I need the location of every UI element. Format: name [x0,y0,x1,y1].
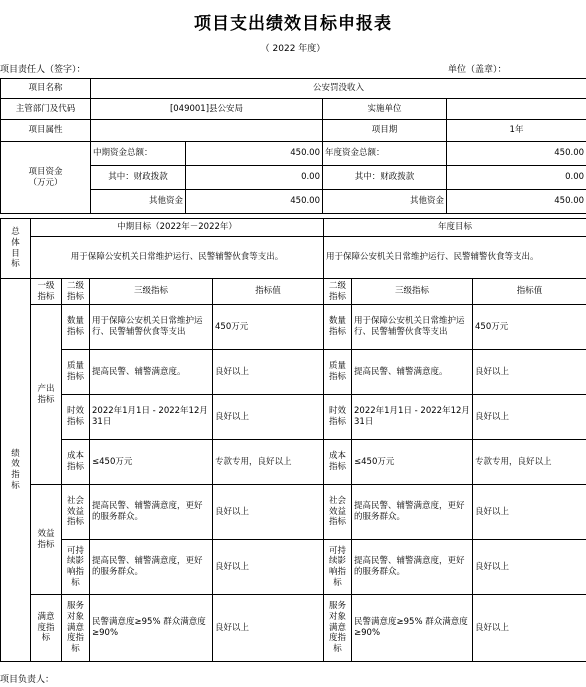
h-level1-text: 一级 指标 [37,280,55,302]
value-cell: 良好以上 [213,595,324,662]
l2-year-text: 数量 指标 [329,316,347,337]
satisfaction-label-text: 满意 度指 标 [37,612,55,644]
value-cell-year: 良好以上 [473,540,586,595]
l2-cell [62,485,90,540]
year-total-value: 450.00 [447,142,586,166]
year-other-label: 其他资金 [323,190,447,214]
l3-cell-year: 民警满意度≥95% 群众满意度≥90% [352,595,473,662]
output-label [31,305,62,485]
attr-label: 项目属性 [1,120,91,142]
l2-text: 服务 对象 满意 度指 标 [66,601,84,654]
l3-cell-year: ≤450万元 [352,440,473,485]
project-info-table [0,78,586,214]
l2-year-text: 服务 对象 满意 度指 标 [329,601,347,654]
h-level2-year-text: 二级 指标 [329,280,347,302]
h-level2-year [324,279,352,305]
l3-cell-year: 2022年1月1日 - 2022年12月31日 [352,395,473,440]
year-total-label: 年度资金总额： [323,142,447,166]
value-cell-year: 450万元 [473,305,586,350]
attr-value [91,120,323,142]
l2-cell [62,350,90,395]
mid-total-label: 中期资金总额： [91,142,186,166]
value-cell: 良好以上 [213,485,324,540]
l2-cell [62,305,90,350]
l2-cell-year [324,485,352,540]
satisfaction-label [31,595,62,662]
value-cell: 良好以上 [213,395,324,440]
goal-year-header: 年度目标 [324,219,586,237]
l2-cell-year [324,440,352,485]
project-name-value: 公安罚没收入 [91,79,586,99]
period-label: 项目期 [323,120,447,142]
l2-text: 时效 指标 [66,406,84,427]
l2-text: 成本 指标 [66,451,84,472]
l2-cell-year [324,305,352,350]
funds-label [1,142,91,214]
goal-year-text: 用于保障公安机关日常维护运行、民警辅警伙食等支出。 [324,237,586,279]
responsible-label: 项目责任人（签字）： [0,65,86,75]
value-cell-year: 良好以上 [473,595,586,662]
dept-label: 主管部门及代码 [1,99,91,120]
perf-label-text: 绩 效 指 标 [11,448,20,491]
l3-cell-year: 用于保障公安机关日常维护运行、民警辅警伙食等支出 [352,305,473,350]
h-level2-text: 二级 指标 [66,280,84,302]
l2-text: 数量 指标 [66,316,84,337]
l2-cell-year [324,350,352,395]
l2-cell [62,395,90,440]
benefit-label-text: 效益 指标 [37,528,55,550]
table-row [1,595,586,662]
h-level3: 三级指标 [90,279,213,305]
mid-other-label: 其他资金 [91,190,186,214]
table-row [1,350,586,395]
l3-cell: 2022年1月1日 - 2022年12月31日 [90,395,213,440]
goal-mid-text: 用于保障公安机关日常维护运行、民警辅警伙食等支出。 [31,237,324,279]
l3-cell-year: 提高民警、辅警满意度，更好的服务群众。 [352,540,473,595]
perf-label [1,279,31,662]
table-row [1,485,586,540]
form-title: 项目支出绩效目标申报表 [194,14,392,34]
l3-cell: 民警满意度≥95% 群众满意度≥90% [90,595,213,662]
value-cell-year: 专款专用，良好以上 [473,440,586,485]
benefit-label [31,485,62,595]
year-other-value: 450.00 [447,190,586,214]
unit-label: 单位（盖章）： [448,65,507,75]
output-label-text: 产出 指标 [37,383,55,405]
l3-cell: 用于保障公安机关日常维护运行、民警辅警伙食等支出 [90,305,213,350]
l3-cell: 提高民警、辅警满意度。 [90,350,213,395]
l2-text: 社会 效益 指标 [66,496,84,528]
l2-year-text: 质量 指标 [329,361,347,382]
l2-year-text: 时效 指标 [329,406,347,427]
h-level1 [31,279,62,305]
mid-fiscal-label: 其中：财政拨款 [91,166,186,190]
l2-cell [62,440,90,485]
l3-cell: 提高民警、辅警满意度，更好的服务群众。 [90,540,213,595]
mid-fiscal-value: 0.00 [186,166,323,190]
dept-value: [049001]县公安局 [91,99,323,120]
l2-cell-year [324,395,352,440]
l2-cell-year [324,540,352,595]
l2-text: 可持 续影 响指 标 [66,545,84,588]
table-row [1,540,586,595]
table-row [1,395,586,440]
value-cell-year: 良好以上 [473,395,586,440]
impl-unit-value [447,99,586,120]
table-row [1,305,586,350]
performance-table [0,218,586,662]
value-cell-year: 良好以上 [473,350,586,395]
value-cell: 450万元 [213,305,324,350]
mid-other-value: 450.00 [186,190,323,214]
goal-label-text: 总 体 目 标 [11,227,20,270]
year-fiscal-label: 其中：财政拨款 [323,166,447,190]
l3-cell-year: 提高民警、辅警满意度。 [352,350,473,395]
mid-total-value: 450.00 [186,142,323,166]
table-row [1,440,586,485]
project-name-label: 项目名称 [1,79,91,99]
h-value: 指标值 [213,279,324,305]
h-level3-year: 三级指标 [352,279,473,305]
l2-year-text: 成本 指标 [329,451,347,472]
l2-year-text: 社会 效益 指标 [329,496,347,528]
footer-label: 项目负责人： [0,675,55,685]
funds-label-text: 项目资金 （万元） [28,166,63,188]
l2-cell-year [324,595,352,662]
l3-cell-year: 提高民警、辅警满意度，更好的服务群众。 [352,485,473,540]
year-fiscal-value: 0.00 [447,166,586,190]
goal-label [1,219,31,279]
l2-text: 质量 指标 [66,361,84,382]
l3-cell: 提高民警、辅警满意度，更好的服务群众。 [90,485,213,540]
year-line: （ 2022 年度） [260,44,326,54]
l3-cell: ≤450万元 [90,440,213,485]
impl-unit-label: 实施单位 [323,99,447,120]
h-value-year: 指标值 [473,279,586,305]
l2-cell [62,540,90,595]
value-cell: 专款专用，良好以上 [213,440,324,485]
value-cell: 良好以上 [213,540,324,595]
period-value: 1年 [447,120,586,142]
value-cell-year: 良好以上 [473,485,586,540]
l2-year-text: 可持 续影 响指 标 [329,545,347,588]
goal-mid-header: 中期目标（2022年－2022年） [31,219,324,237]
value-cell: 良好以上 [213,350,324,395]
h-level2 [62,279,90,305]
l2-cell [62,595,90,662]
